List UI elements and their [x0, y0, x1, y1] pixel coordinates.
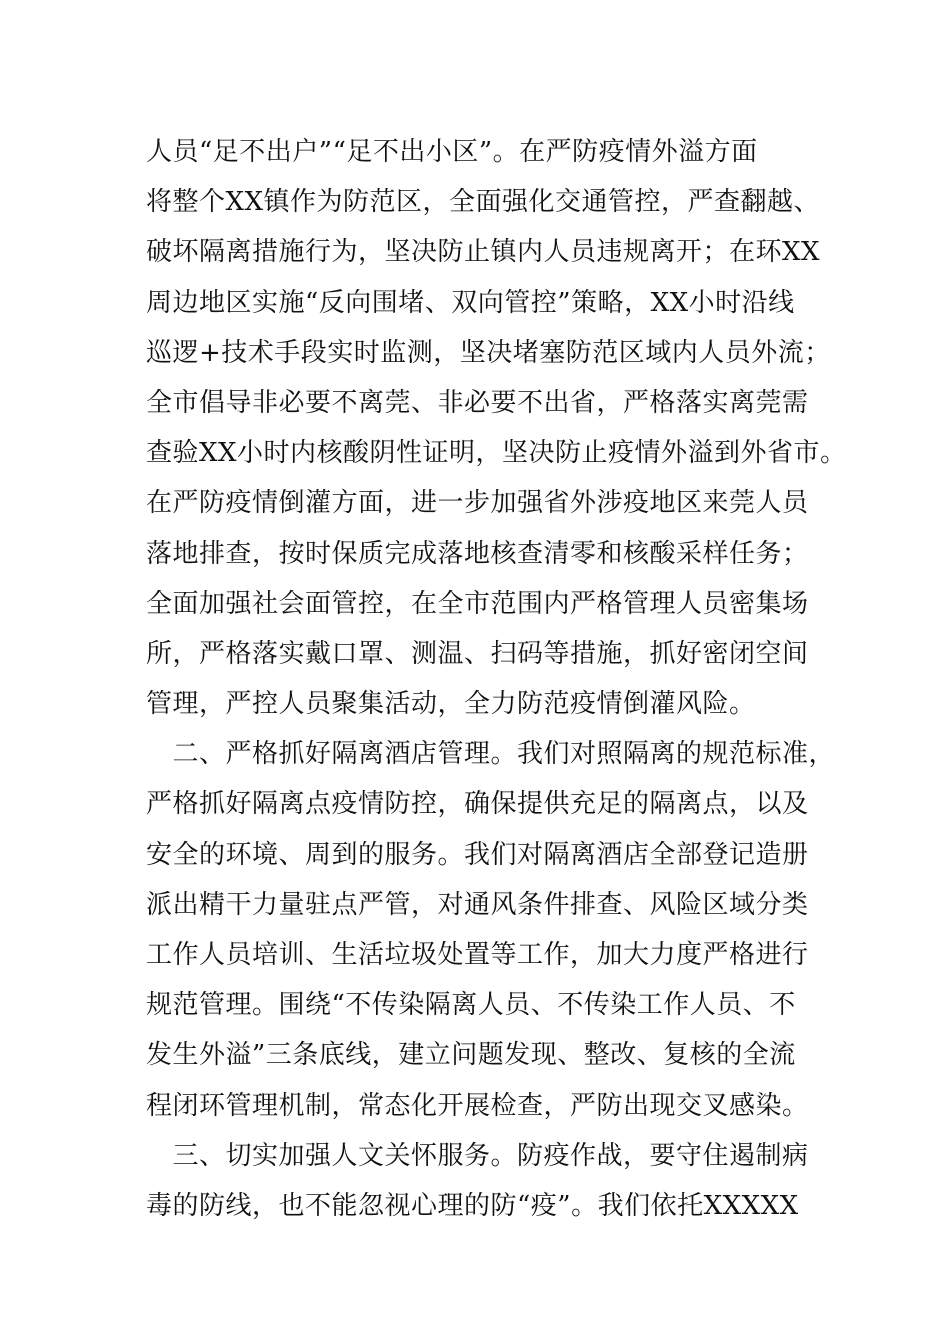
text-line: 将整个XX镇作为防范区，全面强化交通管控，严查翻越、 — [146, 187, 821, 218]
text-line: 周边地区实施“反向围堵、双向管控”策略，XX小时沿线 — [146, 287, 795, 318]
section-heading-line: 二、严格抓好隔离酒店管理。我们对照隔离的规范标准， — [146, 739, 836, 770]
text-line: 规范管理。围绕“不传染隔离人员、不传染工作人员、不 — [146, 990, 796, 1021]
text-line: 管理，严控人员聚集活动，全力防范疫情倒灌风险。 — [146, 689, 756, 720]
text-line: 工作人员培训、生活垃圾处置等工作，加大力度严格进行 — [146, 940, 809, 970]
text-line: 全市倡导非必要不离莞、非必要不出省，严格落实离莞需 — [146, 387, 809, 418]
text-line: 在严防疫情倒灌方面，进一步加强省外涉疫地区来莞人员 — [146, 488, 809, 519]
text-line: 全面加强社会面管控，在全市范围内严格管理人员密集场 — [146, 588, 809, 619]
text-line: 毒的防线，也不能忽视心理的防“疫”。我们依托XXXXX — [146, 1190, 799, 1221]
text-line: 落地排查，按时保质完成落地核查清零和核酸采样任务； — [146, 538, 809, 569]
text-line: 程闭环管理机制，常态化开展检查，严防出现交叉感染。 — [146, 1090, 809, 1121]
text-line: 人员“足不出户”“足不出小区”。在严防疫情外溢方面 — [146, 137, 758, 167]
text-line: 破坏隔离措施行为，坚决防止镇内人员违规离开；在环XX — [146, 237, 821, 268]
text-line: 查验XX小时内核酸阴性证明，坚决防止疫情外溢到外省市。 — [146, 438, 847, 469]
text-line: 严格抓好隔离点疫情防控，确保提供充足的隔离点，以及 — [146, 789, 809, 820]
section-heading-line: 三、切实加强人文关怀服务。防疫作战，要守住遏制病 — [146, 1140, 809, 1171]
body-text — [146, 127, 846, 1231]
text-line: 派出精干力量驻点严管，对通风条件排查、风险区域分类 — [146, 889, 809, 920]
text-line: 安全的环境、周到的服务。我们对隔离酒店全部登记造册 — [146, 839, 809, 870]
text-line: 所，严格落实戴口罩、测温、扫码等措施，抓好密闭空间 — [146, 638, 809, 669]
text-line: 发生外溢”三条底线，建立问题发现、整改、复核的全流 — [146, 1040, 796, 1071]
text-line: 巡逻+技术手段实时监测，坚决堵塞防范区域内人员外流； — [146, 337, 831, 368]
